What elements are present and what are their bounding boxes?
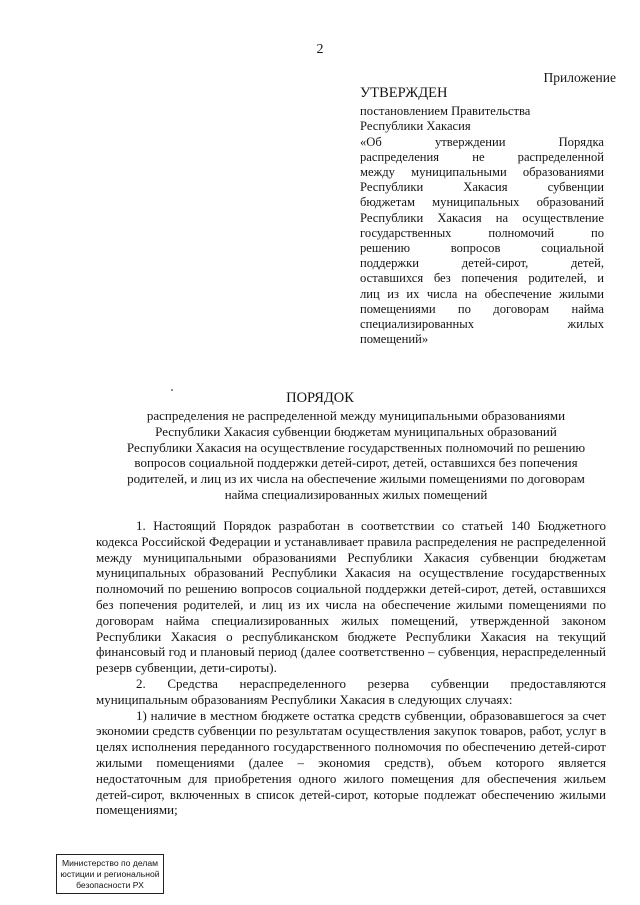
- approval-heading: УТВЕРЖДЕН: [360, 85, 448, 101]
- approval-block: [360, 86, 604, 347]
- approval-line: постановлением Правительства: [360, 104, 531, 119]
- subtitle-line: вопросов социальной поддержки детей-сирот, детей, оставшихся без попечения: [134, 455, 578, 471]
- subtitle-line: распределения не распределенной между муниципальными образованиями: [146, 408, 566, 423]
- approval-line: помещениями по договорам найма: [360, 301, 604, 316]
- stamp-line: Министерство по делам: [61, 858, 159, 868]
- approval-line: распределения не распределенной: [360, 149, 604, 164]
- subtitle-line: родителей, и лиц из их числа на обеспечение жилыми помещениями по договорам: [127, 471, 585, 487]
- approval-line: оставшихся без попечения родителей, и: [360, 271, 604, 286]
- appendix-label: Приложение: [543, 70, 616, 85]
- paragraph-2: 2. Средства нераспределенного резерва субвенции предоставляются муниципальным образованиям Республики Хакасия в следующих случаях:: [96, 675, 606, 707]
- approval-line: Республики Хакасия на осуществление: [360, 210, 604, 225]
- registration-stamp: [56, 854, 164, 894]
- document-subtitle: [96, 408, 616, 503]
- document-title: ПОРЯДОК: [286, 390, 354, 406]
- approval-line: государственных полномочий по: [360, 225, 604, 240]
- document-body: [96, 518, 606, 818]
- approval-line: помещений»: [360, 332, 429, 347]
- approval-line: «Об утверждении Порядка: [360, 134, 604, 149]
- approval-line: поддержки детей-сирот, детей,: [360, 256, 604, 271]
- subtitle-line: Республики Хакасия на осуществление государственных полномочий по решению: [126, 439, 586, 455]
- paragraph-2-item-1: 1) наличие в местном бюджете остатка средств субвенции, образовавшегося за счет экономии средств субвенции по результатам осуществления закупок товаров, работ, услуг в целях исполнения переданного государственного полномочия по обеспечению детей-сирот жилыми помещениями (далее – экономия средств), объем которого является недостаточным для приобретения одного жилого помещения для обеспечения жильем детей-сирот, включенных в список детей-сирот, которые подлежат обеспечению жилыми помещениями;: [96, 707, 606, 818]
- approval-line: решению вопросов социальной: [360, 241, 604, 256]
- subtitle-line: найма специализированных жилых помещений: [224, 486, 488, 502]
- approval-line: между муниципальными образованиями: [360, 165, 604, 180]
- approval-line: Республики Хакасия: [360, 119, 471, 134]
- approval-line: специализированных жилых: [360, 317, 604, 332]
- page-number: 2: [316, 42, 324, 57]
- approval-line: Республики Хакасия субвенции: [360, 180, 604, 195]
- stamp-line: юстиции и региональной: [60, 869, 160, 879]
- approval-line: лиц из их числа на обеспечение жилыми: [360, 286, 604, 301]
- subtitle-line: Республики Хакасия субвенции бюджетам муниципальных образований: [155, 423, 557, 439]
- stamp-line: безопасности РХ: [76, 880, 144, 890]
- approval-line: бюджетам муниципальных образований: [360, 195, 604, 210]
- paragraph-1: 1. Настоящий Порядок разработан в соответствии со статьей 140 Бюджетного кодекса Российской Федерации и устанавливает правила распределения не распределенной между муниципальными образованиями Республики Хакасия субвенции бюджетам муниципальных образований Республики Хакасия на осуществление государственных полномочий по решению вопросов социальной поддержки детей-сирот, детей, оставшихся без попечения родителей, и лиц из их числа на обеспечение жилыми помещениями по договорам найма специализированных жилых помещений, утвержденной законом Республики Хакасия о республиканском бюджете Республики Хакасия на текущий финансовый год и плановый период (далее соответственно – субвенция, нераспределенный резерв субвенции, дети-сироты).: [96, 518, 606, 676]
